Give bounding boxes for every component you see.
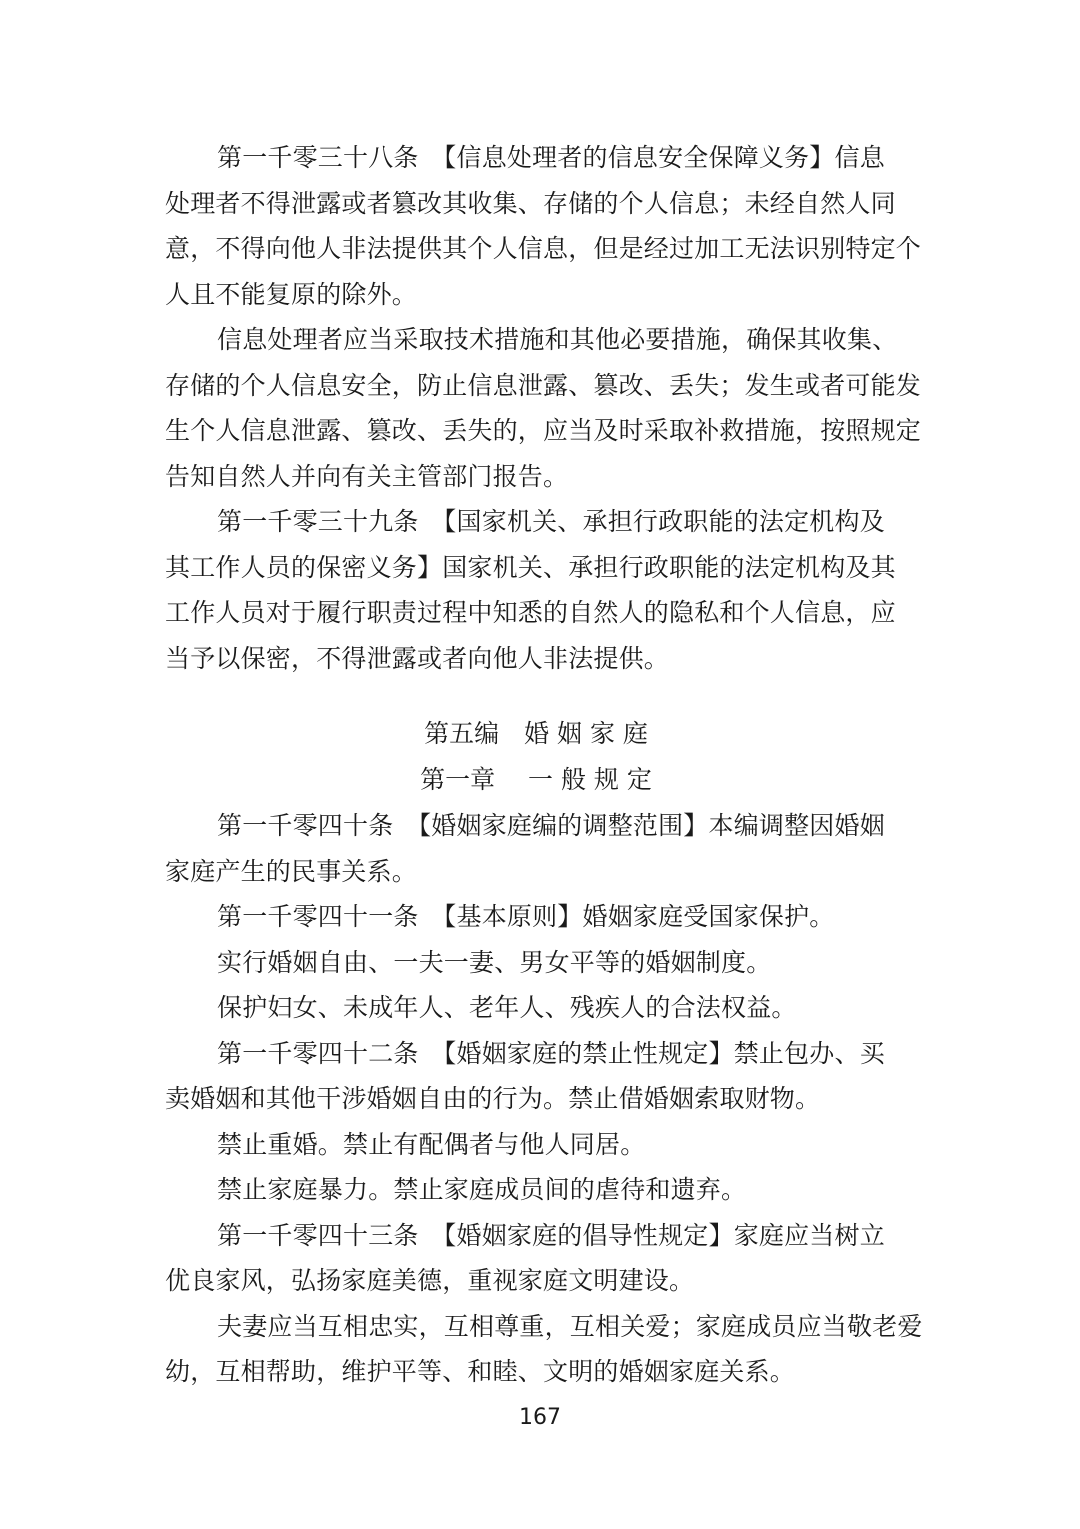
text-line: 告知自然人并向有关主管部门报告。	[165, 461, 569, 491]
text-line: 工作人员对于履行职责过程中知悉的自然人的隐私和个人信息，应	[165, 598, 896, 627]
text-line: 第一千零三十九条 【国家机关、承担行政职能的法定机构及	[217, 507, 885, 536]
text-line: 处理者不得泄露或者篡改其收集、存储的个人信息；未经自然人同	[165, 188, 896, 218]
text-line: 卖婚姻和其他干涉婚姻自由的行为。禁止借婚姻索取财物。	[165, 1084, 821, 1113]
text-line: 存储的个人信息安全，防止信息泄露、篡改、丢失；发生或者可能发	[165, 370, 922, 400]
text-line: 幼，互相帮助，维护平等、和睦、文明的婚姻家庭关系。	[165, 1357, 796, 1386]
text-line: 当予以保密，不得泄露或者向他人非法提供。	[165, 643, 670, 673]
page-number: 167	[519, 1405, 561, 1430]
text-line: 第一千零四十一条 【基本原则】婚姻家庭受国家保护。	[217, 902, 835, 931]
text-line: 保护妇女、未成年人、老年人、残疾人的合法权益。	[217, 993, 797, 1022]
text-line: 优良家风，弘扬家庭美德，重视家庭文明建设。	[165, 1266, 695, 1295]
text-line: 家庭产生的民事关系。	[165, 856, 418, 886]
text-line: 人且不能复原的除外。	[165, 279, 418, 309]
text-line: 禁止家庭暴力。禁止家庭成员间的虐待和遗弃。	[217, 1175, 747, 1204]
chapter-heading: 第一章 一 般 规 定	[420, 765, 652, 794]
text-line: 实行婚姻自由、一夫一妻、男女平等的婚姻制度。	[217, 947, 772, 977]
text-line: 第一千零三十八条 【信息处理者的信息安全保障义务】信息	[217, 143, 885, 172]
articles-1038-1039	[165, 135, 922, 681]
text-line: 信息处理者应当采取技术措施和其他必要措施，确保其收集、	[217, 325, 898, 354]
articles-1040-1043	[165, 803, 923, 1395]
text-line: 禁止重婚。禁止有配偶者与他人同居。	[217, 1129, 646, 1159]
body-text	[165, 135, 923, 1395]
part-heading: 第五编 婚 姻 家 庭	[424, 719, 648, 748]
section-gap	[165, 681, 907, 711]
text-line: 生个人信息泄露、篡改、丢失的，应当及时采取补救措施，按照规定	[165, 416, 922, 445]
text-line: 意，不得向他人非法提供其个人信息，但是经过加工无法识别特定个	[165, 234, 922, 263]
text-line: 第一千零四十二条 【婚姻家庭的禁止性规定】禁止包办、买	[217, 1038, 885, 1068]
text-line: 第一千零四十条 【婚姻家庭编的调整范围】本编调整因婚姻	[217, 811, 885, 840]
text-line: 第一千零四十三条 【婚姻家庭的倡导性规定】家庭应当树立	[217, 1220, 885, 1250]
text-line: 其工作人员的保密义务】国家机关、承担行政职能的法定机构及其	[165, 552, 896, 582]
text-line: 夫妻应当互相忠实，互相尊重，互相关爱；家庭成员应当敬老爱	[217, 1311, 923, 1341]
